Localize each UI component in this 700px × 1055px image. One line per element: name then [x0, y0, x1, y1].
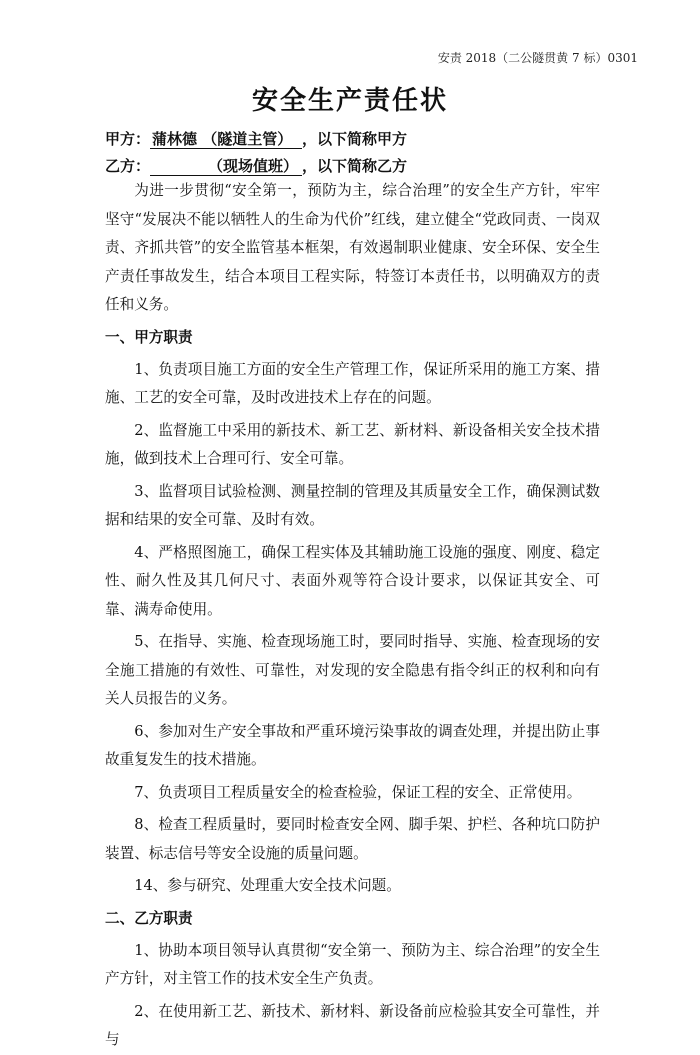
party-b-line: [105, 155, 407, 176]
document-code: 安责 2018（二公隧贯黄 7 标）0301: [437, 51, 638, 65]
section-a-item: 4、严格照图施工，确保工程实体及其辅助施工设施的强度、刚度、稳定性、耐久性及其几何尺寸、表面外观等符合设计要求，以保证其安全、可靠、满寿命使用。: [105, 543, 600, 618]
section-b-heading: 二、乙方职责: [105, 909, 193, 927]
party-a-suffix: ，以下简称甲方: [302, 130, 408, 148]
section-a-item: 5、在指导、实施、检查现场施工时，要同时指导、实施、检查现场的安全施工措施的有效性、可靠性，对发现的安全隐患有指令纠正的权利和向有关人员报告的义务。: [105, 633, 600, 707]
party-a-line: [105, 128, 407, 149]
party-a-name-field: [150, 130, 302, 149]
section-a-item: 3、监督项目试验检测、测量控制的管理及其质量安全工作，确保测试数据和结果的安全可靠、及时有效。: [105, 482, 600, 528]
party-b-name: （现场值班）: [208, 157, 299, 175]
party-a-name: 蒲林德 （隧道主管）: [152, 130, 293, 148]
party-b-label: 乙方：: [105, 157, 151, 175]
section-a-item: 1、负责项目施工方面的安全生产管理工作，保证所采用的施工方案、措施、工艺的安全可靠，及时改进技术上存在的问题。: [105, 360, 600, 406]
section-a-item: 8、检查工程质量时，要同时检查安全网、脚手架、护栏、各种坑口防护装置、标志信号等安全设施的质量问题。: [105, 816, 600, 862]
party-b-suffix: ，以下简称乙方: [302, 157, 408, 175]
section-a-item: 2、监督施工中采用的新技术、新工艺、新材料、新设备相关安全技术措施，做到技术上合理可行、安全可靠。: [105, 421, 600, 467]
section-b-item: 1、协助本项目领导认真贯彻“安全第一、预防为主、综合治理”的安全生产方针，对主管工作的技术安全生产负责。: [105, 941, 600, 987]
section-a-item: 14、参与研究、处理重大安全技术问题。: [134, 877, 401, 894]
document-body: [105, 177, 600, 1055]
section-a-item: 7、负责项目工程质量安全的检查检验，保证工程的安全、正常使用。: [134, 783, 582, 801]
section-a-heading: 一、甲方职责: [105, 328, 193, 346]
section-b-item: 2、在使用新工艺、新技术、新材料、新设备前应检验其安全可靠性，并与: [105, 1002, 600, 1048]
document-title: 安全生产责任状: [251, 86, 448, 116]
section-a-item: 6、参加对生产安全事故和严重环境污染事故的调查处理，并提出防止事故重复发生的技术措施。: [105, 722, 600, 768]
party-b-name-field: [150, 157, 302, 176]
intro-paragraph: 为进一步贯彻“安全第一，预防为主，综合治理”的安全生产方针，牢牢坚守“发展决不能以牺牲人的生命为代价”红线，建立健全“党政同责、一岗双责、齐抓共管”的安全监管基本框架，有效遏制职业健康、安全环保、安全生产责任事故发生，结合本项目工程实际，特签订本责任书，以明确双方的责任和义务。: [105, 182, 600, 313]
party-a-label: 甲方：: [105, 130, 151, 148]
